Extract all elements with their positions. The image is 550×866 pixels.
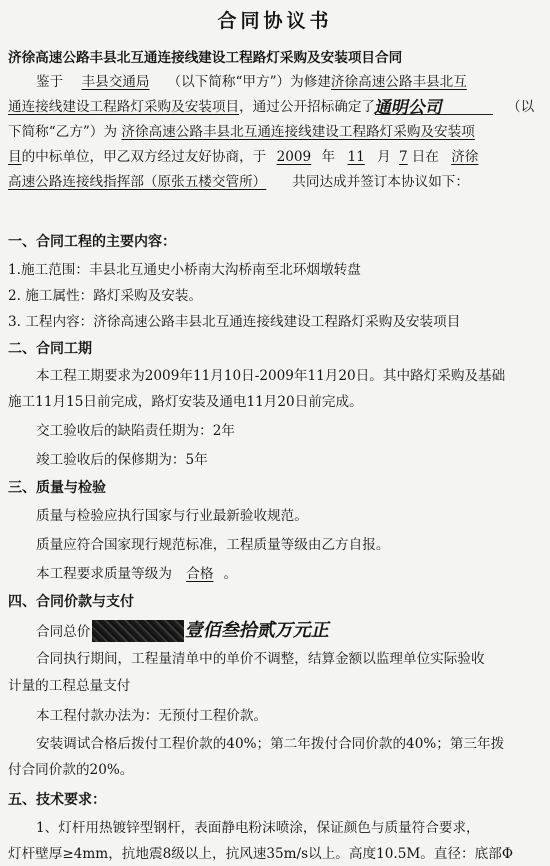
project-name-underlined: 目 bbox=[8, 149, 22, 165]
intro-text: 鉴于 bbox=[36, 74, 64, 90]
project-name-underlined: 济徐高速公路丰县北互通连接线建设工程路灯采购及安装项 bbox=[121, 124, 475, 140]
section-3-para: 质量与检验应执行国家与行业最新验收规范。 bbox=[36, 508, 308, 524]
section-4-heading: 四、合同价款与支付 bbox=[8, 594, 134, 610]
section-3-para: 质量应符合国家现行规范标准，工程质量等级由乙方自报。 bbox=[36, 537, 390, 553]
price-handwritten: 壹佰叁拾贰万元正 bbox=[184, 620, 333, 641]
sign-day: 7 bbox=[399, 149, 408, 165]
project-name-underlined: 济徐高速公路丰县北互 bbox=[330, 74, 467, 90]
section-4-para: 安装调试合格后拨付工程价款的40%；第二年拨付合同价款的40%；第三年拨 bbox=[36, 736, 505, 752]
party-b-handwritten: 通明公司 bbox=[372, 98, 446, 118]
intro-line-5 bbox=[8, 172, 469, 192]
intro-line-2 bbox=[8, 97, 534, 117]
intro-text: 年 bbox=[321, 149, 336, 165]
quality-grade: 合格 bbox=[186, 566, 214, 582]
section-2-heading: 二、合同工期 bbox=[8, 341, 92, 357]
intro-text: 的中标单位，甲乙双方经过友好协商，于 bbox=[21, 149, 267, 165]
section-3-heading: 三、质量与检验 bbox=[8, 480, 106, 496]
section-3-text: 。 bbox=[223, 566, 238, 582]
section-5-para: 灯杆壁厚≥4mm，抗地震8级以上，抗风速35m/s以上。高度10.5M。直径：底部Φ bbox=[8, 846, 513, 862]
intro-text: 共同达成并签订本协议如下： bbox=[292, 174, 469, 190]
section-4-para: 合同执行期间，工程量清单中的单价不调整，结算金额以监理单位实际验收 bbox=[36, 651, 485, 667]
redacted-block bbox=[92, 620, 184, 642]
sign-month: 11 bbox=[347, 149, 365, 165]
section-5-heading: 五、技术要求： bbox=[8, 792, 106, 808]
party-b-field bbox=[372, 98, 493, 118]
section-4-para: 计量的工程总量支付 bbox=[8, 678, 131, 694]
section-1-item: 2. 施工属性：路灯采购及安装。 bbox=[8, 288, 203, 304]
section-2-para: 施工11月15日前完成，路灯安装及通电11月20日前完成。 bbox=[8, 394, 363, 410]
section-5-para: 1、灯杆用热镀锌型钢杆，表面静电粉沫喷涂，保证颜色与质量符合要求， bbox=[36, 820, 480, 836]
intro-text: 月 bbox=[377, 149, 391, 165]
intro-text: 下简称“乙方”）为 bbox=[8, 124, 118, 140]
intro-line-3 bbox=[8, 122, 475, 142]
intro-text: （以 bbox=[507, 99, 535, 115]
intro-line-4 bbox=[8, 147, 478, 167]
sign-place: 高速公路连接线指挥部（原张五楼交管所） bbox=[8, 174, 267, 190]
contract-price-line bbox=[36, 620, 333, 642]
section-2-para: 本工程工期要求为2009年11月10日-2009年11月20日。其中路灯采购及基础 bbox=[36, 368, 506, 384]
project-name-underlined: 通连接线建设工程路灯采购及安装项目 bbox=[8, 99, 240, 115]
document-title: 合同协议书 bbox=[217, 10, 333, 32]
price-label: 合同总价 bbox=[36, 624, 91, 640]
intro-text: 日在 bbox=[411, 149, 439, 165]
section-3-para bbox=[36, 564, 237, 584]
intro-line-1 bbox=[36, 72, 467, 92]
section-1-item: 3. 工程内容：济徐高速公路丰县北互通连接线建设工程路灯采购及安装项目 bbox=[8, 314, 461, 330]
section-1-item: 1.施工范围：丰县北互通史小桥南大沟桥南至北环烟墩转盘 bbox=[8, 262, 361, 278]
section-3-text: 本工程要求质量等级为 bbox=[36, 566, 172, 582]
intro-text: （以下简称“甲方”）为修建 bbox=[167, 74, 331, 90]
section-2-para: 竣工验收后的保修期为：5年 bbox=[36, 452, 208, 468]
section-2-para: 交工验收后的缺陷责任期为：2年 bbox=[36, 423, 235, 439]
project-line: 济徐高速公路丰县北互通连接线建设工程路灯采购及安装项目合同 bbox=[8, 50, 403, 66]
sign-year: 2009 bbox=[276, 149, 312, 165]
section-4-para: 付合同价款的20%。 bbox=[8, 762, 134, 778]
party-a-name: 丰县交通局 bbox=[81, 74, 150, 90]
intro-text: ，通过公开招标确定了 bbox=[239, 99, 376, 115]
section-1-heading: 一、合同工程的主要内容： bbox=[8, 234, 176, 250]
section-4-para: 本工程付款办法为：无预付工程价款。 bbox=[36, 708, 268, 724]
sign-place: 济徐 bbox=[451, 149, 479, 165]
